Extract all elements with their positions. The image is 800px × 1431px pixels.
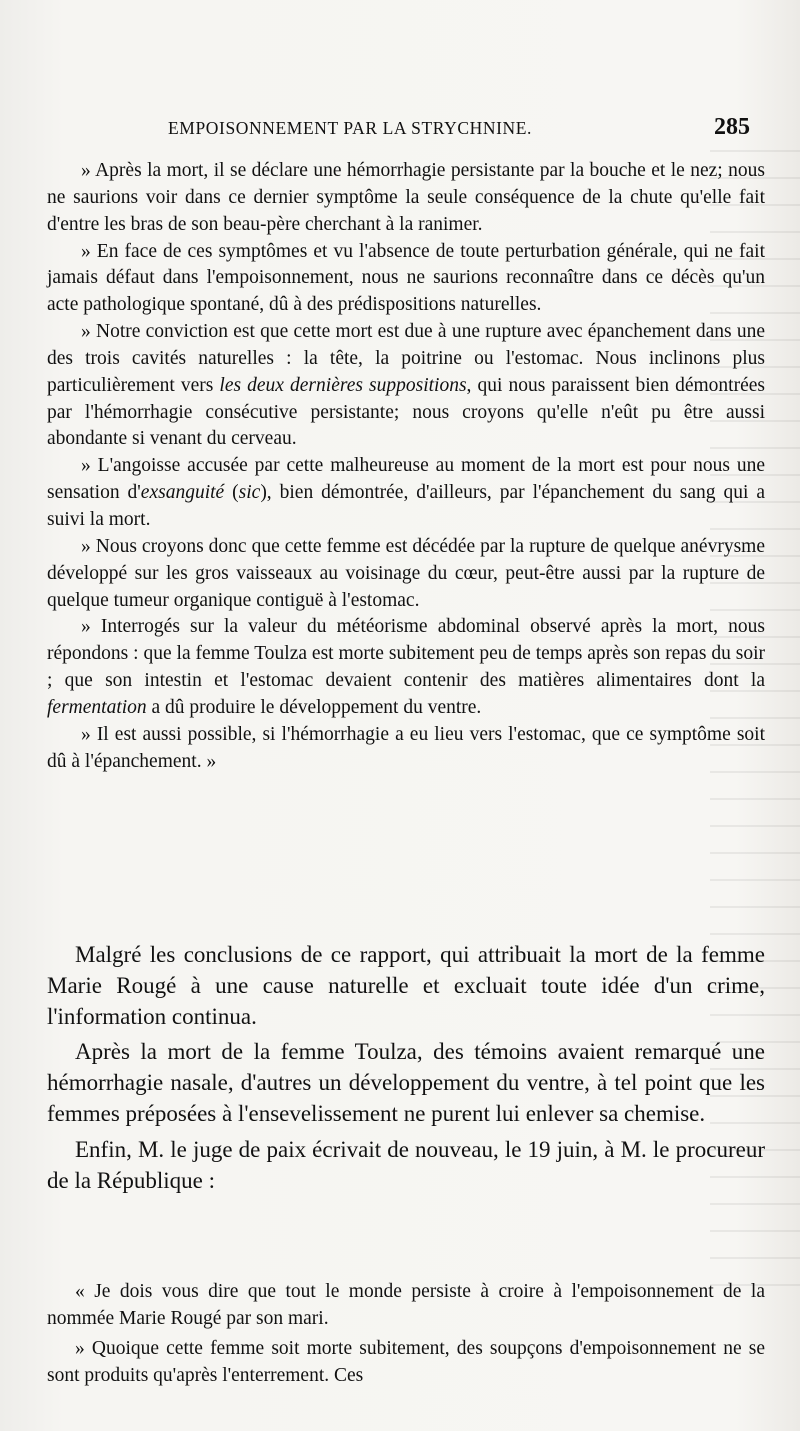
report-paragraph: » Nous croyons donc que cette femme est décédée par la rupture de quelque anévrysme développé sur les gros vaisseaux au voisinage du cœur, peut-être aussi par la rupture de quelque tumeur organique contiguë à l'estomac. bbox=[47, 535, 765, 611]
text-run: , qui nous paraissent bien démontrées par l'hémorrhagie consécutive persistante; nous croyons qu'elle n'eût pu être aussi abondante si venant du cerveau. bbox=[47, 374, 765, 450]
text-run: » L'angoisse accusée par cette malheureuse au moment de la mort est pour nous une sensation d' bbox=[47, 455, 765, 504]
text-run: » Interrogés sur la valeur du météorisme abdominal observé après la mort, nous répondons : que la femme Toulza est morte subitement peu de temps après son repas du soir ; que son intestin et l'estomac devaient contenir des matières alimentaires dont la bbox=[47, 616, 765, 692]
body-paragraph: Après la mort de la femme Toulza, des témoins avaient remarqué une hémorrhagie nasale, d'autres un développement du ventre, à tel point que les femmes préposées à l'ensevelissement ne purent lui enlever sa chemise. bbox=[47, 1039, 765, 1126]
report-paragraph: » En face de ces symptômes et vu l'absence de toute perturbation générale, qui ne fait jamais défaut dans l'empoisonnement, nous ne saurions reconnaître dans ce décès qu'un acte pathologique spontané, dû à des prédispositions naturelles. bbox=[47, 240, 765, 316]
page-number: 285 bbox=[714, 114, 750, 140]
text-run: a dû produire le développement du ventre. bbox=[146, 696, 482, 718]
report-paragraph: » Après la mort, il se déclare une hémorrhagie persistante par la bouche et le nez; nous ne saurions voir dans ce dernier symptôme la seule conséquence de la chute qu'elle fait d'entre les bras de son beau-père cherchant à la ranimer. bbox=[47, 160, 765, 235]
running-head: EMPOISONNEMENT PAR LA STRYCHNINE. bbox=[168, 118, 533, 138]
body-text bbox=[47, 940, 765, 1201]
page-header bbox=[168, 114, 750, 144]
letter-quote bbox=[47, 1278, 765, 1392]
report-paragraph bbox=[47, 319, 765, 453]
report-paragraph: » Il est aussi possible, si l'hémorrhagie a eu lieu vers l'estomac, que ce symptôme soit dû à l'épanchement. » bbox=[47, 723, 765, 772]
body-paragraph: Malgré les conclusions de ce rapport, qui attribuait la mort de la femme Marie Rougé à une cause naturelle et excluait toute idée d'un crime, l'information continua. bbox=[47, 942, 765, 1029]
body-paragraph: Enfin, M. le juge de paix écrivait de nouveau, le 19 juin, à M. le procureur de la République : bbox=[47, 1136, 765, 1193]
expert-report-quote bbox=[47, 158, 765, 775]
text-run: ), bien démontrée, d'ailleurs, par l'épanchement du sang qui a suivi la mort. bbox=[47, 482, 766, 530]
report-paragraph bbox=[47, 614, 765, 721]
text-run: ( bbox=[224, 482, 239, 504]
italic-text: fermentation bbox=[47, 696, 147, 718]
italic-text: sic bbox=[238, 482, 261, 504]
letter-paragraph: « Je dois vous dire que tout le monde persiste à croire à l'empoisonnement de la nommée Marie Rougé par son mari. bbox=[47, 1281, 765, 1329]
italic-text: exsanguité bbox=[140, 482, 225, 504]
italic-text: les deux dernières suppositions bbox=[219, 374, 467, 396]
text-run: » Notre conviction est que cette mort est due à une rupture avec épanchement dans une des trois cavités naturelles : la tête, la poitrine ou l'estomac. Nous inclinons plus particulièrement vers bbox=[47, 321, 765, 396]
report-paragraph bbox=[47, 453, 765, 534]
letter-paragraph: » Quoique cette femme soit morte subitement, des soupçons d'empoisonnement ne se sont produits qu'après l'enterrement. Ces bbox=[47, 1338, 765, 1386]
